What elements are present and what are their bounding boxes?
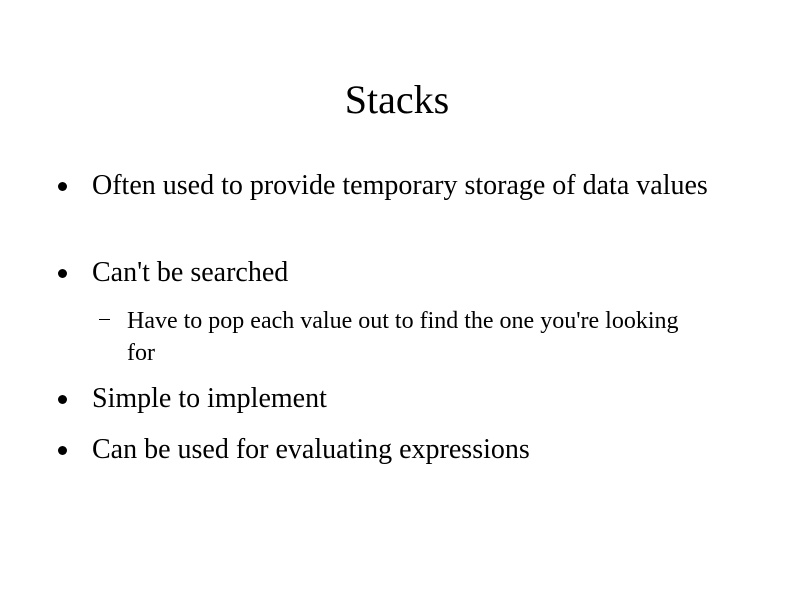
slide-title: Stacks [344, 77, 450, 122]
bullet-text: Can't be searched [92, 257, 289, 288]
sub-bullet-text: Have to pop each value out to find the one you're looking for [127, 308, 679, 366]
bullet-text: Can be used for evaluating expressions [92, 434, 530, 465]
dash-icon [99, 319, 110, 320]
bullet-text: Often used to provide temporary storage of data values [92, 170, 708, 201]
bullet-dot-icon [58, 182, 67, 191]
bullet-dot-icon [58, 269, 67, 278]
bullet-dot-icon [58, 446, 67, 455]
bullet-text: Simple to implement [92, 383, 327, 414]
bullet-dot-icon [58, 395, 67, 404]
